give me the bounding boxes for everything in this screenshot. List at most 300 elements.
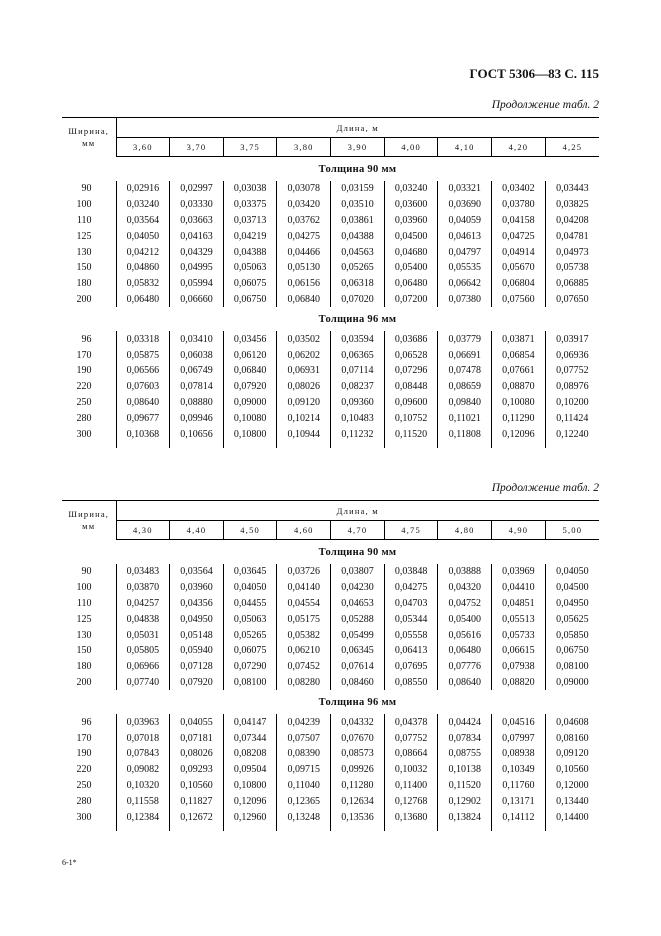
volume-cell: 0,12096 — [492, 426, 546, 442]
volume-cell: 0,09946 — [170, 410, 224, 426]
volume-cell: 0,06936 — [545, 347, 599, 363]
volume-cell: 0,03600 — [384, 197, 438, 213]
table-row — [62, 363, 599, 379]
volume-cell: 0,05400 — [384, 260, 438, 276]
volume-cell: 0,04332 — [331, 714, 385, 730]
length-header-cell: 3,90 — [331, 138, 385, 157]
volume-cell: 0,05625 — [545, 611, 599, 627]
volume-cell: 0,05558 — [384, 627, 438, 643]
volume-cell: 0,06749 — [170, 363, 224, 379]
volume-cell: 0,05535 — [438, 260, 492, 276]
volume-cell: 0,07661 — [492, 363, 546, 379]
table-row — [62, 659, 599, 675]
volume-cell: 0,07018 — [116, 730, 170, 746]
volume-cell: 0,06854 — [492, 347, 546, 363]
volume-cell: 0,07695 — [384, 659, 438, 675]
width-cell: 125 — [76, 613, 92, 625]
width-cell: 300 — [76, 428, 92, 440]
volume-cell: 0,04752 — [438, 596, 492, 612]
volume-cell: 0,04212 — [116, 244, 170, 260]
volume-cell: 0,07776 — [438, 659, 492, 675]
volume-cell: 0,05400 — [438, 611, 492, 627]
volume-cell: 0,05832 — [116, 276, 170, 292]
volume-cell: 0,04163 — [170, 228, 224, 244]
volume-cell: 0,04050 — [116, 228, 170, 244]
volume-cell: 0,08100 — [223, 675, 277, 691]
volume-cell: 0,04613 — [438, 228, 492, 244]
volume-cell: 0,03848 — [384, 564, 438, 580]
volume-cell: 0,07938 — [492, 659, 546, 675]
volume-cell: 0,03510 — [331, 197, 385, 213]
volume-cell: 0,08880 — [170, 395, 224, 411]
volume-cell: 0,03917 — [545, 331, 599, 347]
volume-cell: 0,04466 — [277, 244, 331, 260]
volume-cell: 0,03159 — [331, 181, 385, 197]
section-title-row — [62, 690, 599, 714]
volume-cell: 0,04356 — [170, 596, 224, 612]
volume-cell: 0,04147 — [223, 714, 277, 730]
width-cell: 90 — [81, 566, 92, 578]
volume-cell: 0,04563 — [331, 244, 385, 260]
volume-cell: 0,11558 — [116, 793, 170, 809]
volume-cell: 0,12634 — [331, 793, 385, 809]
table-row — [62, 410, 599, 426]
volume-cell: 0,07670 — [331, 730, 385, 746]
volume-cell: 0,03663 — [170, 213, 224, 229]
volume-cell: 0,05994 — [170, 276, 224, 292]
volume-cell: 0,08664 — [384, 746, 438, 762]
volume-cell: 0,04275 — [384, 580, 438, 596]
width-cell: 90 — [81, 183, 92, 195]
volume-cell: 0,06480 — [384, 276, 438, 292]
volume-cell: 0,10320 — [116, 778, 170, 794]
volume-cell: 0,11808 — [438, 426, 492, 442]
width-cell: 250 — [76, 396, 92, 408]
volume-cell: 0,14112 — [492, 809, 546, 825]
volume-cell: 0,11760 — [492, 778, 546, 794]
thickness-title: Толщина 96 мм — [318, 696, 397, 708]
length-header-cell: 4,75 — [384, 521, 438, 540]
volume-cell: 0,12902 — [438, 793, 492, 809]
volume-cell: 0,09504 — [223, 762, 277, 778]
volume-cell: 0,03713 — [223, 213, 277, 229]
volume-cell: 0,06075 — [223, 276, 277, 292]
volume-cell: 0,02916 — [116, 181, 170, 197]
volume-cell: 0,03443 — [545, 181, 599, 197]
volume-cell: 0,05031 — [116, 627, 170, 643]
width-cell: 110 — [76, 597, 92, 609]
volume-cell: 0,08938 — [492, 746, 546, 762]
volume-cell: 0,04388 — [331, 228, 385, 244]
table-row — [62, 793, 599, 809]
volume-cell: 0,05513 — [492, 611, 546, 627]
volume-cell: 0,05148 — [170, 627, 224, 643]
volume-cell: 0,05670 — [492, 260, 546, 276]
table-row — [62, 276, 599, 292]
volume-table-1 — [62, 117, 599, 448]
volume-cell: 0,08160 — [545, 730, 599, 746]
volume-cell: 0,03420 — [277, 197, 331, 213]
thickness-title: Толщина 96 мм — [318, 313, 397, 325]
volume-cell: 0,04140 — [277, 580, 331, 596]
volume-cell: 0,06660 — [170, 292, 224, 308]
width-cell: 150 — [76, 262, 92, 274]
volume-cell: 0,03963 — [116, 714, 170, 730]
volume-cell: 0,10944 — [277, 426, 331, 442]
volume-cell: 0,02997 — [170, 181, 224, 197]
length-header-cell: 3,75 — [223, 138, 277, 157]
volume-cell: 0,08280 — [277, 675, 331, 691]
volume-cell: 0,03861 — [331, 213, 385, 229]
volume-cell: 0,10200 — [545, 395, 599, 411]
volume-cell: 0,13248 — [277, 809, 331, 825]
volume-cell: 0,04995 — [170, 260, 224, 276]
volume-cell: 0,06750 — [223, 292, 277, 308]
volume-cell: 0,05738 — [545, 260, 599, 276]
volume-cell: 0,09600 — [384, 395, 438, 411]
width-cell: 220 — [76, 764, 92, 776]
volume-cell: 0,06038 — [170, 347, 224, 363]
table-row — [62, 762, 599, 778]
volume-cell: 0,10032 — [384, 762, 438, 778]
volume-cell: 0,08448 — [384, 379, 438, 395]
width-cell: 280 — [76, 412, 92, 424]
table-row — [62, 395, 599, 411]
volume-cell: 0,03807 — [331, 564, 385, 580]
volume-cell: 0,06885 — [545, 276, 599, 292]
volume-cell: 0,05130 — [277, 260, 331, 276]
width-cell: 170 — [76, 349, 92, 361]
volume-cell: 0,07507 — [277, 730, 331, 746]
length-header-cell: 4,10 — [438, 138, 492, 157]
volume-cell: 0,05175 — [277, 611, 331, 627]
volume-cell: 0,10752 — [384, 410, 438, 426]
volume-cell: 0,03502 — [277, 331, 331, 347]
volume-cell: 0,10080 — [492, 395, 546, 411]
length-header-cell: 5,00 — [545, 521, 599, 540]
length-header-cell: 4,90 — [492, 521, 546, 540]
volume-cell: 0,03330 — [170, 197, 224, 213]
width-cell: 130 — [76, 246, 92, 258]
volume-cell: 0,03078 — [277, 181, 331, 197]
volume-table-2 — [62, 500, 599, 831]
volume-cell: 0,06566 — [116, 363, 170, 379]
volume-cell: 0,10214 — [277, 410, 331, 426]
volume-cell: 0,03780 — [492, 197, 546, 213]
volume-cell: 0,08870 — [492, 379, 546, 395]
table-row — [62, 244, 599, 260]
width-column-header: Ширина, мм — [68, 126, 110, 149]
table-row — [62, 580, 599, 596]
volume-cell: 0,04208 — [545, 213, 599, 229]
volume-cell: 0,04388 — [223, 244, 277, 260]
volume-cell: 0,10080 — [223, 410, 277, 426]
length-header-cell: 4,50 — [223, 521, 277, 540]
volume-cell: 0,04703 — [384, 596, 438, 612]
table-row — [62, 228, 599, 244]
volume-cell: 0,10560 — [170, 778, 224, 794]
width-cell: 180 — [76, 278, 92, 290]
volume-cell: 0,07380 — [438, 292, 492, 308]
volume-cell: 0,08820 — [492, 675, 546, 691]
volume-cell: 0,06480 — [438, 643, 492, 659]
volume-cell: 0,11040 — [277, 778, 331, 794]
length-column-header: Длина, м — [116, 118, 599, 138]
volume-cell: 0,04158 — [492, 213, 546, 229]
table-row — [62, 379, 599, 395]
volume-cell: 0,03564 — [116, 213, 170, 229]
width-cell: 100 — [76, 199, 92, 211]
volume-cell: 0,04781 — [545, 228, 599, 244]
volume-cell: 0,11232 — [331, 426, 385, 442]
volume-cell: 0,11520 — [438, 778, 492, 794]
volume-cell: 0,06804 — [492, 276, 546, 292]
volume-cell: 0,04320 — [438, 580, 492, 596]
volume-cell: 0,07603 — [116, 379, 170, 395]
volume-cell: 0,07114 — [331, 363, 385, 379]
volume-cell: 0,10138 — [438, 762, 492, 778]
volume-cell: 0,12768 — [384, 793, 438, 809]
volume-cell: 0,11424 — [545, 410, 599, 426]
volume-cell: 0,09120 — [545, 746, 599, 762]
volume-cell: 0,07478 — [438, 363, 492, 379]
table-row — [62, 292, 599, 308]
length-header-cell: 3,70 — [170, 138, 224, 157]
volume-cell: 0,06750 — [545, 643, 599, 659]
volume-cell: 0,04914 — [492, 244, 546, 260]
volume-cell: 0,04329 — [170, 244, 224, 260]
volume-cell: 0,10368 — [116, 426, 170, 442]
volume-cell: 0,12240 — [545, 426, 599, 442]
volume-cell: 0,04378 — [384, 714, 438, 730]
volume-cell: 0,09360 — [331, 395, 385, 411]
volume-cell: 0,13824 — [438, 809, 492, 825]
volume-cell: 0,03779 — [438, 331, 492, 347]
volume-cell: 0,04219 — [223, 228, 277, 244]
volume-cell: 0,10483 — [331, 410, 385, 426]
volume-cell: 0,06345 — [331, 643, 385, 659]
volume-cell: 0,07452 — [277, 659, 331, 675]
width-cell: 180 — [76, 661, 92, 673]
volume-cell: 0,03483 — [116, 564, 170, 580]
table-row — [62, 611, 599, 627]
volume-cell: 0,09293 — [170, 762, 224, 778]
volume-cell: 0,06642 — [438, 276, 492, 292]
volume-cell: 0,06202 — [277, 347, 331, 363]
volume-cell: 0,05616 — [438, 627, 492, 643]
volume-cell: 0,09677 — [116, 410, 170, 426]
width-cell: 190 — [76, 748, 92, 760]
volume-cell: 0,03969 — [492, 564, 546, 580]
volume-cell: 0,14400 — [545, 809, 599, 825]
volume-cell: 0,03594 — [331, 331, 385, 347]
width-cell: 300 — [76, 811, 92, 823]
volume-cell: 0,05850 — [545, 627, 599, 643]
width-cell: 200 — [76, 293, 92, 305]
volume-cell: 0,03960 — [384, 213, 438, 229]
volume-cell: 0,06156 — [277, 276, 331, 292]
table-row — [62, 197, 599, 213]
table-row — [62, 730, 599, 746]
table-row — [62, 675, 599, 691]
volume-cell: 0,13440 — [545, 793, 599, 809]
volume-cell: 0,04950 — [170, 611, 224, 627]
volume-cell: 0,04500 — [545, 580, 599, 596]
volume-cell: 0,13536 — [331, 809, 385, 825]
volume-cell: 0,03240 — [384, 181, 438, 197]
length-header-cell: 3,80 — [277, 138, 331, 157]
table-continuation-caption: Продолжение табл. 2 — [491, 99, 599, 111]
width-cell: 190 — [76, 365, 92, 377]
volume-cell: 0,08755 — [438, 746, 492, 762]
volume-cell: 0,05805 — [116, 643, 170, 659]
volume-cell: 0,03686 — [384, 331, 438, 347]
volume-cell: 0,08550 — [384, 675, 438, 691]
volume-cell: 0,11280 — [331, 778, 385, 794]
volume-cell: 0,04239 — [277, 714, 331, 730]
length-header-cell: 3,60 — [116, 138, 170, 157]
thickness-title: Толщина 90 мм — [318, 546, 397, 558]
volume-cell: 0,04838 — [116, 611, 170, 627]
length-header-cell: 4,00 — [384, 138, 438, 157]
page-header: ГОСТ 5306—83 С. 115 — [469, 66, 599, 81]
volume-cell: 0,09926 — [331, 762, 385, 778]
volume-cell: 0,03240 — [116, 197, 170, 213]
length-header-cell: 4,60 — [277, 521, 331, 540]
volume-cell: 0,07614 — [331, 659, 385, 675]
volume-cell: 0,09082 — [116, 762, 170, 778]
thickness-title: Толщина 90 мм — [318, 163, 397, 175]
volume-cell: 0,08026 — [170, 746, 224, 762]
volume-cell: 0,04410 — [492, 580, 546, 596]
volume-cell: 0,04059 — [438, 213, 492, 229]
volume-cell: 0,12365 — [277, 793, 331, 809]
volume-cell: 0,07843 — [116, 746, 170, 762]
volume-cell: 0,04055 — [170, 714, 224, 730]
volume-cell: 0,07740 — [116, 675, 170, 691]
volume-cell: 0,04424 — [438, 714, 492, 730]
volume-cell: 0,05063 — [223, 611, 277, 627]
table-row — [62, 714, 599, 730]
volume-cell: 0,04973 — [545, 244, 599, 260]
width-cell: 130 — [76, 629, 92, 641]
volume-cell: 0,06691 — [438, 347, 492, 363]
volume-cell: 0,04725 — [492, 228, 546, 244]
volume-cell: 0,12384 — [116, 809, 170, 825]
volume-cell: 0,06931 — [277, 363, 331, 379]
volume-cell: 0,03870 — [116, 580, 170, 596]
volume-cell: 0,08573 — [331, 746, 385, 762]
volume-cell: 0,11520 — [384, 426, 438, 442]
width-cell: 220 — [76, 381, 92, 393]
length-header-cell: 4,70 — [331, 521, 385, 540]
volume-cell: 0,03762 — [277, 213, 331, 229]
volume-cell: 0,08640 — [116, 395, 170, 411]
volume-cell: 0,07752 — [384, 730, 438, 746]
table-row — [62, 627, 599, 643]
volume-cell: 0,09000 — [545, 675, 599, 691]
table-row — [62, 809, 599, 825]
volume-cell: 0,03726 — [277, 564, 331, 580]
volume-cell: 0,09120 — [277, 395, 331, 411]
volume-cell: 0,04050 — [545, 564, 599, 580]
volume-cell: 0,03825 — [545, 197, 599, 213]
volume-cell: 0,03038 — [223, 181, 277, 197]
table-row — [62, 426, 599, 442]
width-cell: 96 — [81, 716, 92, 728]
volume-cell: 0,05733 — [492, 627, 546, 643]
table-row — [62, 643, 599, 659]
volume-cell: 0,10800 — [223, 426, 277, 442]
table-row — [62, 778, 599, 794]
volume-cell: 0,04797 — [438, 244, 492, 260]
volume-cell: 0,07920 — [170, 675, 224, 691]
volume-cell: 0,04050 — [223, 580, 277, 596]
volume-cell: 0,13171 — [492, 793, 546, 809]
table-row — [62, 746, 599, 762]
width-column-header: Ширина, мм — [68, 509, 110, 532]
volume-cell: 0,04500 — [384, 228, 438, 244]
volume-cell: 0,09840 — [438, 395, 492, 411]
volume-cell: 0,07920 — [223, 379, 277, 395]
length-column-header: Длина, м — [116, 501, 599, 521]
volume-cell: 0,03645 — [223, 564, 277, 580]
volume-cell: 0,07650 — [545, 292, 599, 308]
width-cell: 96 — [81, 333, 92, 345]
width-cell: 150 — [76, 645, 92, 657]
volume-cell: 0,04608 — [545, 714, 599, 730]
volume-cell: 0,12096 — [223, 793, 277, 809]
volume-cell: 0,04680 — [384, 244, 438, 260]
volume-cell: 0,07997 — [492, 730, 546, 746]
width-cell: 200 — [76, 676, 92, 688]
volume-cell: 0,05499 — [331, 627, 385, 643]
volume-cell: 0,08659 — [438, 379, 492, 395]
volume-cell: 0,05344 — [384, 611, 438, 627]
section-title-row — [62, 157, 599, 182]
volume-cell: 0,05382 — [277, 627, 331, 643]
volume-cell: 0,07290 — [223, 659, 277, 675]
volume-cell: 0,12672 — [170, 809, 224, 825]
volume-cell: 0,06365 — [331, 347, 385, 363]
volume-cell: 0,07834 — [438, 730, 492, 746]
volume-cell: 0,11827 — [170, 793, 224, 809]
length-header-cell: 4,20 — [492, 138, 546, 157]
volume-cell: 0,03410 — [170, 331, 224, 347]
table-row — [62, 181, 599, 197]
volume-cell: 0,08976 — [545, 379, 599, 395]
volume-cell: 0,08100 — [545, 659, 599, 675]
length-header-cell: 4,30 — [116, 521, 170, 540]
volume-cell: 0,07344 — [223, 730, 277, 746]
volume-cell: 0,13680 — [384, 809, 438, 825]
volume-cell: 0,06075 — [223, 643, 277, 659]
volume-cell: 0,03564 — [170, 564, 224, 580]
page-footer-mark: 6-1* — [62, 858, 77, 867]
volume-cell: 0,05265 — [331, 260, 385, 276]
volume-cell: 0,10349 — [492, 762, 546, 778]
volume-cell: 0,07200 — [384, 292, 438, 308]
volume-cell: 0,04516 — [492, 714, 546, 730]
width-cell: 125 — [76, 230, 92, 242]
volume-cell: 0,06318 — [331, 276, 385, 292]
volume-cell: 0,03871 — [492, 331, 546, 347]
volume-cell: 0,04554 — [277, 596, 331, 612]
width-cell: 170 — [76, 732, 92, 744]
volume-cell: 0,10656 — [170, 426, 224, 442]
volume-cell: 0,03690 — [438, 197, 492, 213]
volume-cell: 0,06480 — [116, 292, 170, 308]
